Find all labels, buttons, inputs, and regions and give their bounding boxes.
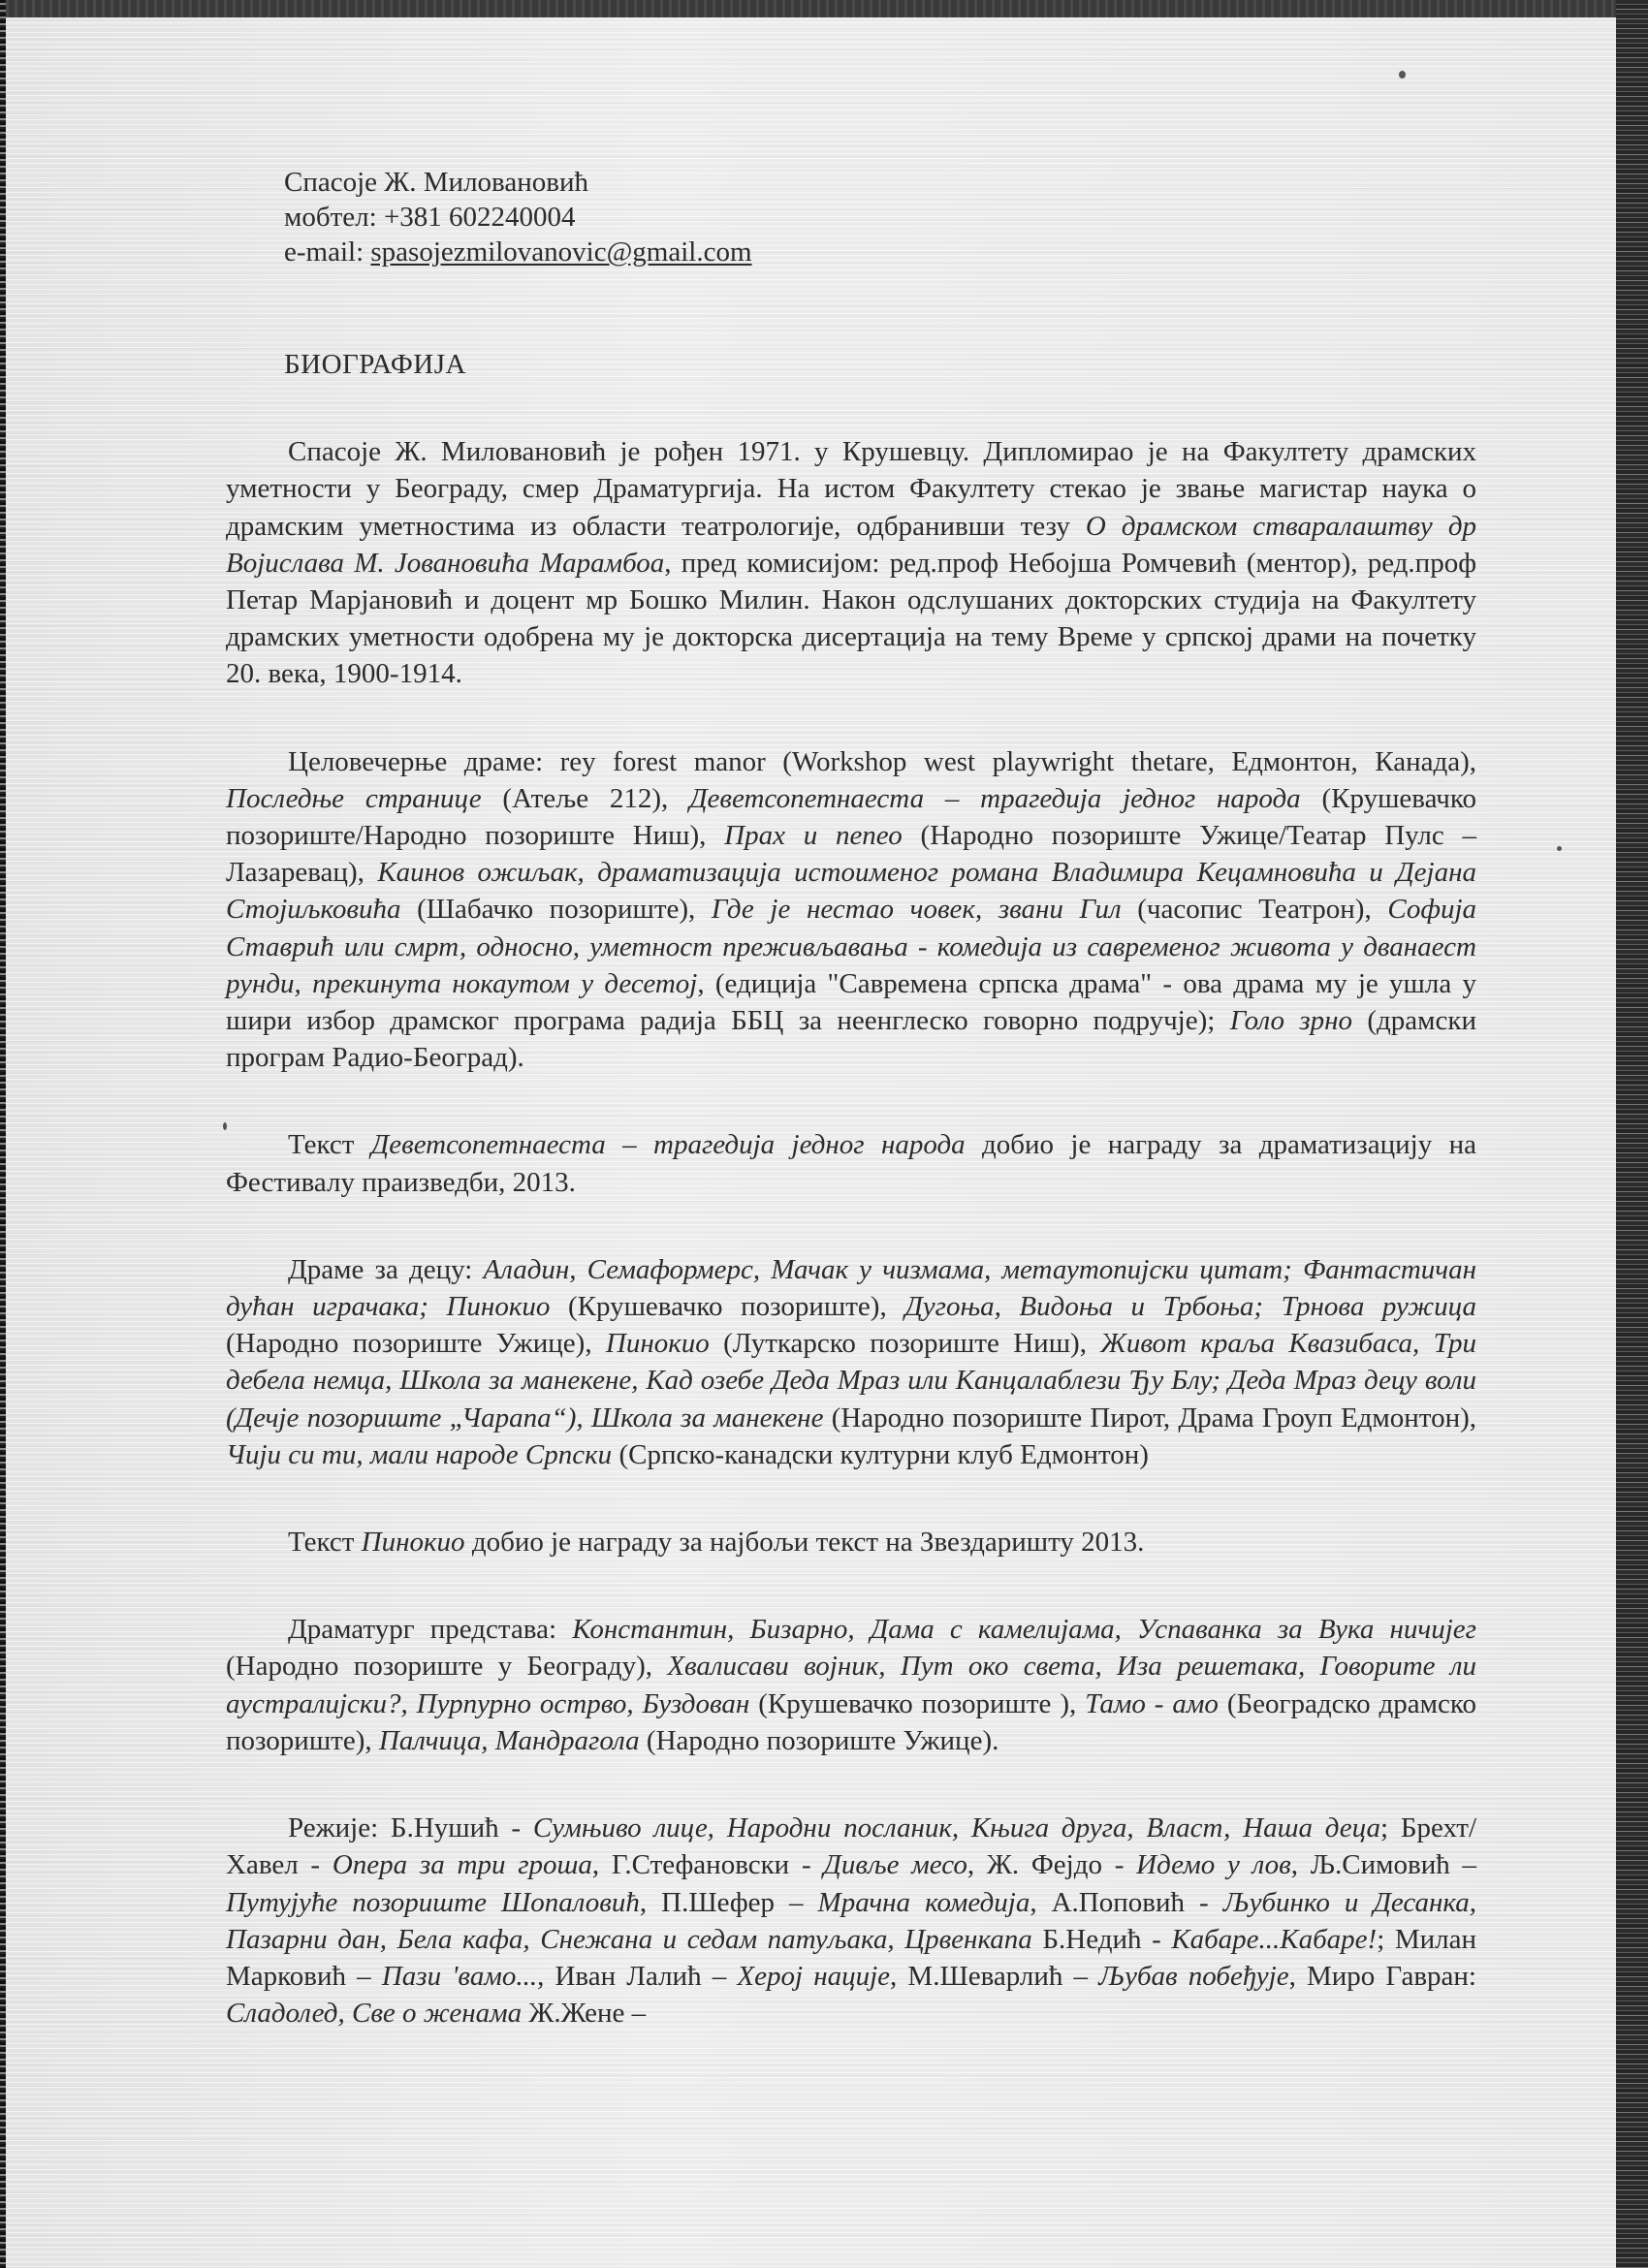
- text-run: , Миро Гавран:: [1288, 1960, 1476, 1992]
- text-run: (Атеље 212),: [481, 782, 690, 814]
- italic-title-run: О драмском стваралаштву др Војислава М. Јовановића Марамбоа: [226, 510, 1476, 579]
- italic-title-run: Живот краља Квазибаса, Три дебела немца, Школа за манекене, Кад озебе Деда Мраз или Канцалаблези Ђу Блу; Деда Мраз децу воли (Дечје позориште „Чарапа“), Школа за манекене: [226, 1328, 1477, 1433]
- text-run: Текст: [288, 1527, 362, 1559]
- text-run: , Љ.Симовић –: [1290, 1849, 1476, 1881]
- scan-border-right: [1616, 0, 1648, 2268]
- phone-label: мобтел:: [284, 202, 377, 233]
- text-run: (Крушевачко позориште/Народно позориште Ниш),: [226, 782, 1476, 852]
- scan-speck: [1399, 71, 1406, 79]
- italic-title-run: Кабаре...Кабаре!: [1171, 1923, 1378, 1955]
- text-run: добио је награду за драматизацију на Фестивалу праизведби, 2013.: [226, 1129, 1476, 1198]
- text-run: (Луткарско позориште Ниш),: [709, 1328, 1101, 1360]
- text-run: (драмски програм Радио-Београд).: [226, 1005, 1476, 1074]
- text-run: , Ж. Фејдо -: [967, 1849, 1137, 1881]
- italic-title-run: Херој нације: [737, 1960, 891, 1992]
- scan-border-top: [0, 0, 1648, 17]
- text-run: (Београдско драмско позориште),: [226, 1687, 1476, 1756]
- text-run: ; Брехт/Хавел -: [226, 1812, 1477, 1881]
- text-run: (Народно позориште у Београду),: [226, 1651, 668, 1683]
- italic-title-run: Љубав побеђује: [1098, 1960, 1289, 1992]
- text-run: Б.Недић -: [1031, 1923, 1172, 1955]
- text-run: (Српско-канадски културни клуб Едмонтон): [612, 1438, 1149, 1470]
- text-run: (часопис Театрон),: [1121, 894, 1388, 926]
- italic-title-run: Каинов ожиљак, драматизација истоименог романа Владимира Кецамновића и Дејана Стојиљковића: [226, 857, 1476, 926]
- email-line: [284, 235, 1476, 269]
- text-run: (Крушевачко позориште),: [550, 1291, 905, 1323]
- email-link[interactable]: spasojezmilovanovic@gmail.com: [370, 236, 752, 268]
- italic-title-run: Опера за три гроша: [332, 1849, 592, 1881]
- paragraph-dramaturg: [226, 1611, 1476, 1759]
- text-run: Драме за децу:: [288, 1253, 484, 1285]
- text-run: (Народно позориште Ужице),: [226, 1328, 606, 1360]
- scan-speck: [1557, 846, 1562, 851]
- text-run: , А.Поповић -: [1030, 1886, 1223, 1918]
- text-run: (Шабачко позориште),: [400, 894, 712, 926]
- italic-title-run: Прах и пепео: [724, 820, 903, 852]
- text-run: Драматург представа:: [288, 1614, 573, 1646]
- italic-title-run: Љубинко и Десанка, Пазарни дан, Бела кафа, Снежана и седам патуљака, Црвенкапа: [226, 1886, 1476, 1955]
- italic-title-run: Голо зрно: [1229, 1005, 1353, 1037]
- text-run: (Народно позориште Ужице).: [639, 1724, 999, 1756]
- paragraph-award-pinocchio: [226, 1524, 1476, 1560]
- document-title: БИОГРАФИЈА: [284, 349, 466, 380]
- phone-line: [284, 200, 1476, 235]
- spacer: [226, 1759, 1476, 1810]
- italic-title-run: Аладин, Семаформерс, Мачак у чизмама, метаутопијски цитат; Фантастичан дућан играчака; Пинокио: [226, 1253, 1476, 1323]
- paragraph-full-length-plays: [226, 743, 1476, 1077]
- italic-title-run: Софија Ставрић или смрт, односно, уметност преживљавања - комедија из савременог живота у дванаест рунди, прекинута нокаутом у десетој: [226, 894, 1477, 999]
- text-run: , П.Шефер –: [639, 1886, 818, 1918]
- text-run: (Крушевачко позориште ),: [749, 1687, 1086, 1719]
- italic-title-run: Пинокио: [605, 1328, 710, 1360]
- paragraph-childrens-plays: [226, 1251, 1476, 1473]
- italic-title-run: Хвалисави војник, Пут око света, Иза решетака, Говорите ли аустралијски?, Пурпурно острво, Буздован: [226, 1651, 1476, 1719]
- italic-title-run: Пази 'вамо...: [381, 1960, 538, 1992]
- italic-title-run: Палчица, Мандрагола: [378, 1724, 640, 1756]
- spacer: [226, 1560, 1476, 1611]
- italic-title-run: Дугоња, Видоња и Трбоња; Трнова ружица: [904, 1291, 1476, 1323]
- italic-title-run: Деветсопетнаеста – трагедија једног народа: [370, 1129, 966, 1161]
- italic-title-run: Деветсопетнаеста – трагедија једног народа: [689, 782, 1301, 814]
- phone-number: +381 602240004: [383, 202, 576, 233]
- paragraph-directing: [226, 1810, 1476, 2032]
- text-run: (Народно позориште Пирот, Драма Гроуп Едмонтон),: [823, 1402, 1477, 1433]
- document-content: [226, 165, 1476, 2032]
- author-name: Спасоје Ж. Миловановић: [284, 167, 588, 198]
- text-run: Целовечерње драме: rey forest manor (Workshop west playwright thetare, Едмонтон, Канада),: [288, 745, 1476, 777]
- italic-title-run: Последње странице: [226, 782, 482, 814]
- italic-title-run: Сладолед, Све о женама: [226, 1998, 523, 2030]
- italic-title-run: Путујуће позориште Шопаловић: [226, 1886, 640, 1918]
- italic-title-run: Дивље месо: [823, 1849, 967, 1881]
- email-label: e-mail:: [284, 236, 364, 268]
- spacer: [226, 1201, 1476, 1251]
- spacer: [226, 1076, 1476, 1126]
- spacer: [226, 693, 1476, 743]
- text-run: Ж.Жене –: [522, 1998, 647, 2030]
- italic-title-run: Идемо у лов: [1136, 1849, 1291, 1881]
- spacer: [226, 1473, 1476, 1524]
- italic-title-run: Где је нестао човек, звани Гил: [711, 894, 1122, 926]
- italic-title-run: Сумњиво лице, Народни посланик, Књига друга, Власт, Наша деца: [532, 1812, 1381, 1844]
- text-run: , (едиција "Савремена српска драма" - ова драма му је ушла у шири избор драмског програма радија ББЦ за неенглеско говорно подручје);: [226, 967, 1477, 1037]
- text-run: Режије: Б.Нушић -: [288, 1812, 533, 1844]
- text-run: , Иван Лалић –: [537, 1960, 738, 1992]
- paragraph-award-festival: [226, 1126, 1476, 1200]
- italic-title-run: Чији си ти, мали народе Српски: [226, 1438, 613, 1470]
- spacer: [226, 383, 1476, 433]
- text-run: добио је награду за најбољи текст на Звездаришту 2013.: [464, 1527, 1145, 1559]
- text-run: (Народно позориште Ужице/Театар Пулс – Лазаревац),: [226, 820, 1476, 889]
- italic-title-run: Тамо - амо: [1085, 1687, 1219, 1719]
- text-run: ; Милан Марковић –: [226, 1923, 1477, 1992]
- text-run: , М.Шеварлић –: [890, 1960, 1099, 1992]
- italic-title-run: Константин, Бизарно, Дама с камелијама, Успаванка за Вука ничијег: [572, 1614, 1476, 1646]
- text-run: , Г.Стефановски -: [591, 1849, 824, 1881]
- text-run: Спасоје Ж. Миловановић је рођен 1971. у Крушевцу. Дипломирао је на Факултету драмских уметности у Београду, смер Драматургија. На истом Факултету стекао је звање магистар наука о драмским уметностима из области театрологије, одбранивши тезу: [226, 436, 1476, 542]
- text-run: , пред комисијом: ред.проф Небојша Ромчевић (ментор), ред.проф Петар Марјановић и доцент мр Бошко Милин. Након одслушаних докторских студија на Факултету драмских уметности одобрена му је докторска дисертација на тему Време у српској драми на почетку 20. века, 1900-1914.: [226, 547, 1476, 690]
- italic-title-run: Мрачна комедија: [817, 1886, 1030, 1918]
- contact-block: [284, 165, 1476, 269]
- paragraph-biography: [226, 433, 1476, 692]
- italic-title-run: Пинокио: [361, 1527, 465, 1559]
- text-run: Текст: [288, 1129, 371, 1161]
